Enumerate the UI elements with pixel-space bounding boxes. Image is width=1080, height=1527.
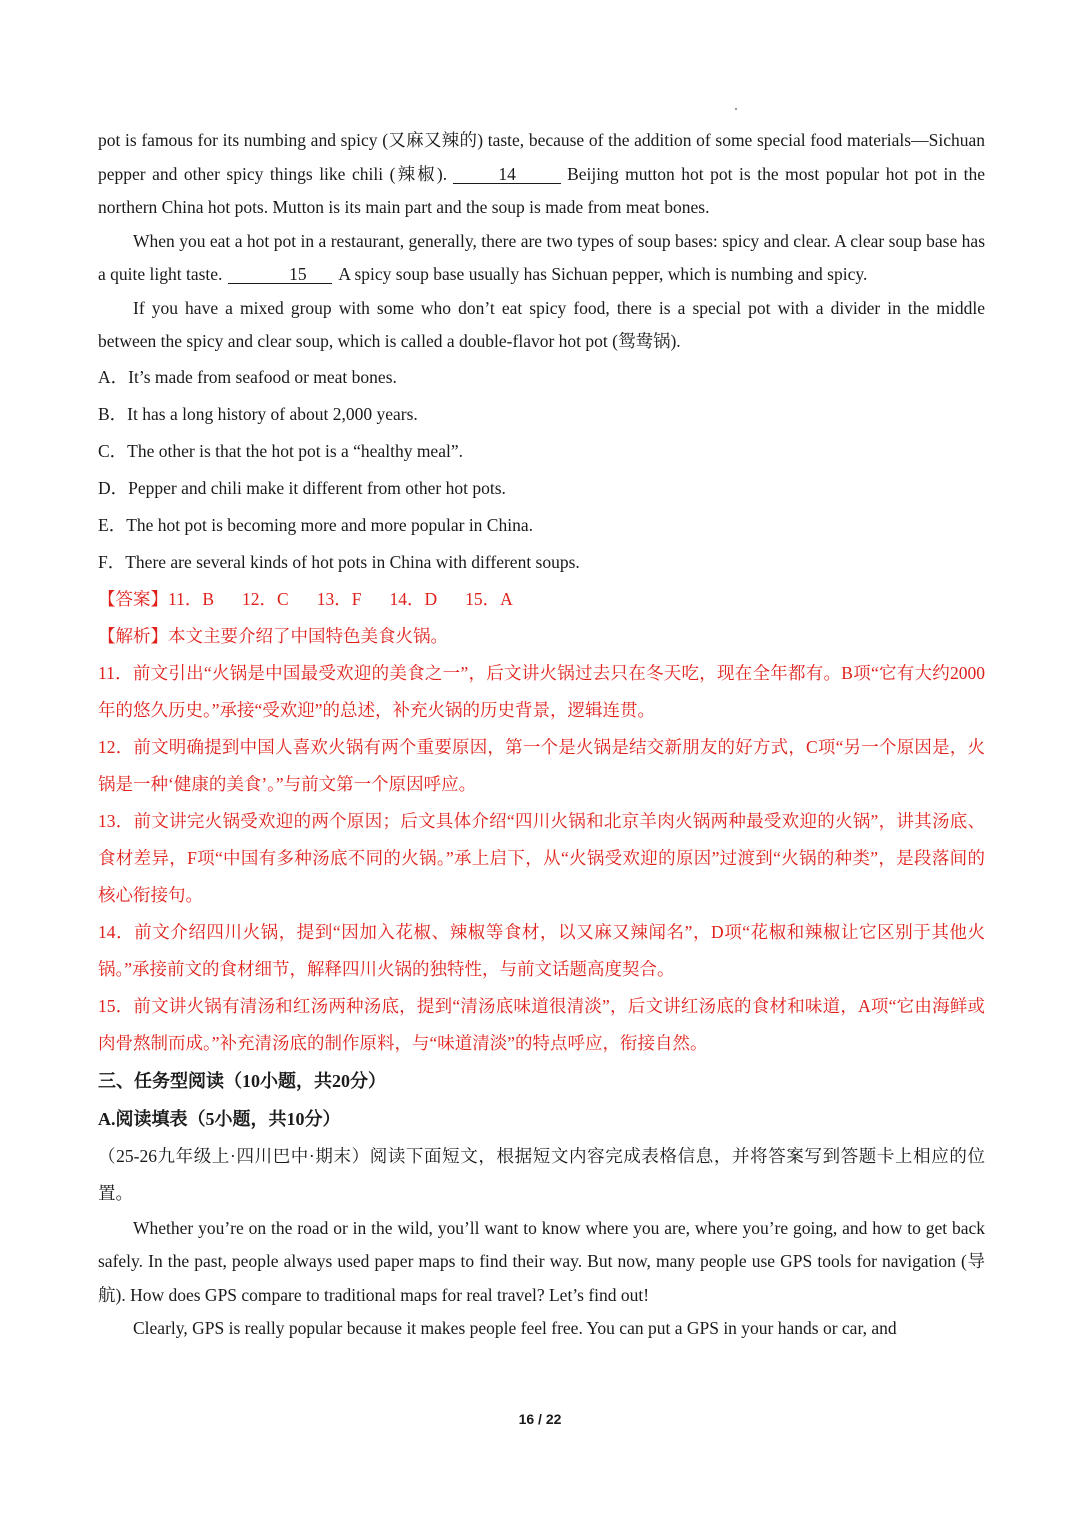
option-e: E．The hot pot is becoming more and more popular in China. <box>98 514 533 535</box>
blank-15: 15 <box>228 265 332 284</box>
instruction: （25-26九年级上·四川巴中·期末）阅读下面短文，根据短文内容完成表格信息，并将答案写到答题卡上相应的位置。 <box>98 1145 985 1203</box>
analysis-item-11: 11．前文引出“火锅是中国最受欢迎的美食之一”，后文讲火锅过去只在冬天吃，现在全年都有。B项“它有大约2000年的悠久历史。”承接“受欢迎”的总述，补充火锅的历史背景，逻辑连贯。 <box>98 662 985 720</box>
option-c: C．The other is that the hot pot is a “healthy meal”. <box>98 440 463 461</box>
option-d: D．Pepper and chili make it different from other hot pots. <box>98 477 506 498</box>
analysis-item-15: 15．前文讲火锅有清汤和红汤两种汤底，提到“清汤底味道很清淡”，后文讲红汤底的食材和味道，A项“它由海鲜或肉骨熬制而成。”补充清汤底的制作原料，与“味道清淡”的特点呼应，衔接自然。 <box>98 995 985 1053</box>
option-f: F．There are several kinds of hot pots in China with different soups. <box>98 551 580 572</box>
analysis-item-14: 14．前文介绍四川火锅，提到“因加入花椒、辣椒等食材，以又麻又辣闻名”，D项“花椒和辣椒让它区别于其他火锅。”承接前文的食材细节，解释四川火锅的独特性，与前文话题高度契合。 <box>98 921 985 979</box>
reading-paragraph-1: Whether you’re on the road or in the wild, you’ll want to know where you are, where you’re going, and how to get back safely. In the past, people always used paper maps to find their way. But now, many people use GPS tools for navigation (导航). How does GPS compare to traditional maps for real travel? Let’s find out! <box>98 1217 985 1305</box>
page-number: 16 / 22 <box>518 1411 562 1427</box>
section-heading: 三、任务型阅读（10小题，共20分） <box>98 1070 386 1091</box>
reading-paragraph-2: Clearly, GPS is really popular because it makes people feel free. You can put a GPS in your hands or car, and <box>133 1318 897 1338</box>
passage-paragraph-2: When you eat a hot pot in a restaurant, generally, there are two types of soup bases: spicy and clear. A clear soup base has a quite light taste. 15 A spicy soup base usually has Sichuan pepper, which is numbing and spicy. <box>98 230 985 284</box>
analysis-item-12: 12．前文明确提到中国人喜欢火锅有两个重要原因，第一个是火锅是结交新朋友的好方式，C项“另一个原因是，火锅是一种‘健康的美食’。”与前文第一个原因呼应。 <box>98 736 985 794</box>
option-b: B．It has a long history of about 2,000 years. <box>98 403 418 424</box>
analysis-summary: 【解析】本文主要介绍了中国特色美食火锅。 <box>98 625 448 646</box>
stray-mark <box>735 108 737 110</box>
section-subheading: A.阅读填表（5小题，共10分） <box>98 1108 341 1129</box>
page-content <box>98 124 985 1346</box>
passage-paragraph-3: If you have a mixed group with some who don’t eat spicy food, there is a special pot with a divider in the middle between the spicy and clear soup, which is called a double-flavor hot pot (鸳鸯锅). <box>98 297 985 351</box>
option-a: A．It’s made from seafood or meat bones. <box>98 366 397 387</box>
answer-line: 【答案】11．B 12．C 13．F 14．D 15．A <box>98 588 513 609</box>
blank-14: 14 <box>453 165 561 184</box>
analysis-item-13: 13．前文讲完火锅受欢迎的两个原因；后文具体介绍“四川火锅和北京羊肉火锅两种最受欢迎的火锅”，讲其汤底、食材差异，F项“中国有多种汤底不同的火锅。”承上启下，从“火锅受欢迎的原因”过渡到“火锅的种类”，是段落间的核心衔接句。 <box>98 810 985 905</box>
passage-paragraph-1: pot is famous for its numbing and spicy (又麻又辣的) taste, because of the addition of some special food materials—Sichuan pepper and other spicy things like chili (辣椒). 14 Beijing mutton hot pot is the most popular hot pot in the northern China hot pots. Mutton is its main part and the soup is made from meat bones. <box>98 130 985 217</box>
